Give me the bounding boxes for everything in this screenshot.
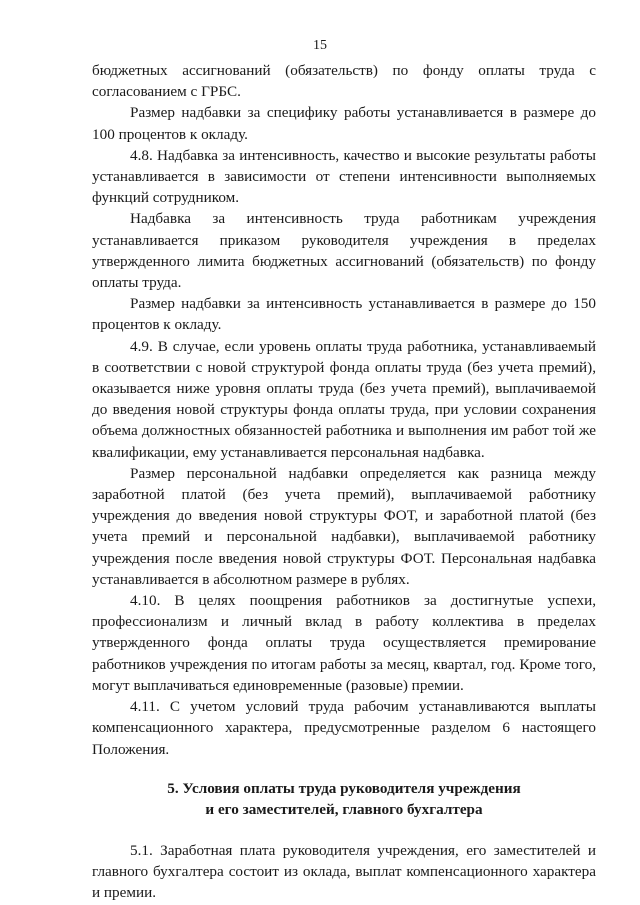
paragraph-continuation: бюджетных ассигнований (обязательств) по фонду оплаты труда с согласованием с ГРБС. (92, 62, 596, 101)
section-heading (92, 778, 596, 820)
paragraph-4-10: 4.10. В целях поощрения работников за достигнутые успехи, профессионализм и личный вклад в работу коллектива в пределах утвержденного фонда оплаты труда осуществляется премирование работников учреждения по итогам работы за месяц, квартал, год. Кроме того, могут выплачиваться единовременные (разовые) премии. (92, 592, 596, 694)
paragraph-4-11: 4.11. С учетом условий труда рабочим устанавливаются выплаты компенсационного характера, предусмотренные разделом 6 настоящего Положения. (92, 698, 596, 758)
section-heading-line-2: и его заместителей, главного бухгалтера (205, 800, 483, 818)
paragraph-4-9: 4.9. В случае, если уровень оплаты труда работника, устанавливаемый в соответствии с новой структурой фонда оплаты труда (без учета премий), оказывается ниже уровня оплаты труда (без учета премий), выплачиваемой до введения новой структуры фонда оплаты труда, при условии сохранения объема должностных обязанностей работника и выполнения им работ той же квалификации, ему устанавливается персональная надбавка. (92, 337, 596, 461)
paragraph-intensity-bonus-order: Надбавка за интенсивность труда работникам учреждения устанавливается приказом руководителя учреждения в пределах утвержденного лимита бюджетных ассигнований (обязательств) по фонду оплаты труда. (92, 210, 596, 292)
paragraph-personal-bonus-size: Размер персональной надбавки определяется как разница между заработной платой (без учета премий), выплачиваемой работнику учреждения до введения новой структуры ФОТ, и заработной платой (без учета премий и персональной надбавки), выплачиваемой работнику учреждения после введения новой структуры ФОТ. Персональная надбавка устанавливается в абсолютном размере в рублях. (92, 464, 596, 588)
document-body (92, 60, 596, 903)
page-number: 15 (313, 38, 327, 53)
paragraph-intensity-bonus-size: Размер надбавки за интенсивность устанавливается в размере до 150 процентов к окладу. (92, 295, 596, 334)
section-heading-line-1: 5. Условия оплаты труда руководителя учреждения (167, 779, 521, 797)
paragraph-specific-work-bonus-size: Размер надбавки за специфику работы устанавливается в размере до 100 процентов к окладу. (92, 104, 596, 143)
paragraph-4-8: 4.8. Надбавка за интенсивность, качество и высокие результаты работы устанавливается в зависимости от степени интенсивности выполняемых функций сотрудником. (92, 146, 596, 207)
paragraph-5-1: 5.1. Заработная плата руководителя учреждения, его заместителей и главного бухгалтера состоит из оклада, выплат компенсационного характера и премии. (92, 841, 596, 902)
